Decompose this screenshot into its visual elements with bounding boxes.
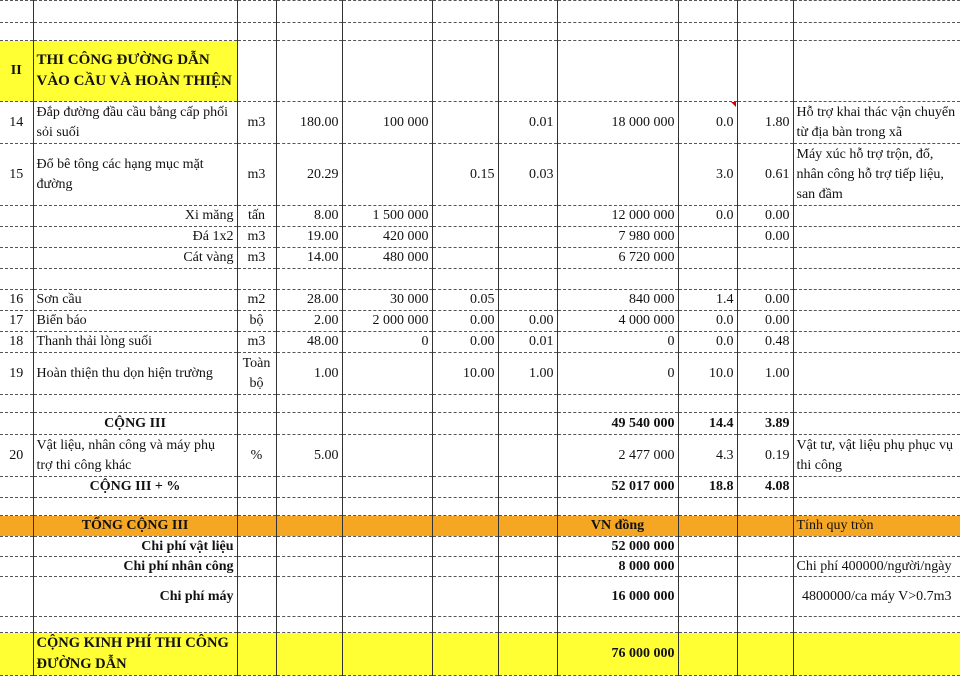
item-name: Hoàn thiện thu dọn hiện trường: [33, 353, 237, 395]
unit-cell: m3: [237, 227, 276, 248]
machine-shift-cell: 0.00: [737, 227, 793, 248]
machine-cell: 0.01: [498, 332, 557, 353]
quantity-cell: 2.00: [276, 311, 342, 332]
item-name: Sơn cầu: [33, 290, 237, 311]
machine-shift-cell: 0.61: [737, 144, 793, 206]
labor-cell: 0.15: [432, 144, 498, 206]
table-row: [0, 498, 960, 516]
subtotal-amount: 49 540 000: [557, 413, 678, 435]
subtotal-machine-shift: 4.08: [737, 477, 793, 498]
table-row: [0, 23, 960, 41]
unit-price-cell: 30 000: [342, 290, 432, 311]
table-row: [0, 269, 960, 290]
machine-shift-cell: 0.48: [737, 332, 793, 353]
unit-cell: tấn: [237, 206, 276, 227]
grand-total-row: [0, 633, 960, 676]
row-number: 18: [0, 332, 33, 353]
table-row: [0, 332, 960, 353]
table-row: [0, 102, 960, 144]
material-name: Đá 1x2: [33, 227, 237, 248]
amount-cell: 18 000 000: [557, 102, 678, 144]
amount-cell: 2 477 000: [557, 435, 678, 477]
total-label: TỔNG CỘNG III: [33, 516, 237, 537]
machine-shift-cell: 1.80: [737, 102, 793, 144]
labor-cell: 0.00: [432, 311, 498, 332]
note-cell: Máy xúc hỗ trợ trộn, đổ, nhân công hỗ trợ tiếp liệu, san đầm: [793, 144, 960, 206]
labor-days-cell: 0.0: [678, 102, 737, 144]
item-name: Đắp đường đầu cầu bằng cấp phối sỏi suối: [33, 102, 237, 144]
subtotal-machine-shift: 3.89: [737, 413, 793, 435]
rounding-note: Tính quy tròn: [793, 516, 960, 537]
subtotal-label: CỘNG III + %: [33, 477, 237, 498]
subtotal-row: [0, 477, 960, 498]
table-row: [0, 206, 960, 227]
note-cell: Hỗ trợ khai thác vận chuyển từ địa bàn trong xã: [793, 102, 960, 144]
table-row: [0, 353, 960, 395]
table-row: [0, 144, 960, 206]
table-row: [0, 395, 960, 413]
subtotal-labor-days: 18.8: [678, 477, 737, 498]
unit-cell: %: [237, 435, 276, 477]
machine-shift-cell: 0.19: [737, 435, 793, 477]
item-name: Thanh thải lòng suối: [33, 332, 237, 353]
section-title: THI CÔNG ĐƯỜNG DẪN VÀO CẦU VÀ HOÀN THIỆN: [33, 41, 237, 102]
subtotal-amount: 52 017 000: [557, 477, 678, 498]
machine-cost-amount: 16 000 000: [557, 577, 678, 617]
section-header-row: [0, 41, 960, 102]
labor-days-cell: 4.3: [678, 435, 737, 477]
table-row: [0, 248, 960, 269]
labor-cell: [432, 102, 498, 144]
row-number: 16: [0, 290, 33, 311]
machine-cost-note: 4800000/ca máy V>0.7m3: [793, 577, 960, 617]
unit-cell: m3: [237, 102, 276, 144]
cost-row: [0, 577, 960, 617]
labor-days-cell: 0.0: [678, 311, 737, 332]
labor-cost-amount: 8 000 000: [557, 557, 678, 577]
machine-cell: 0.01: [498, 102, 557, 144]
item-name: Đổ bê tông các hạng mục mặt đường: [33, 144, 237, 206]
amount-cell: 0: [557, 332, 678, 353]
row-number: 20: [0, 435, 33, 477]
unit-price-cell: 480 000: [342, 248, 432, 269]
cost-row: [0, 557, 960, 577]
material-cost-amount: 52 000 000: [557, 537, 678, 557]
unit-cell: m2: [237, 290, 276, 311]
section-number: II: [0, 41, 33, 102]
unit-price-cell: 420 000: [342, 227, 432, 248]
total-header-row: [0, 516, 960, 537]
material-cost-label: Chi phí vật liệu: [33, 537, 237, 557]
material-name: Xi măng: [33, 206, 237, 227]
labor-cell: 0.00: [432, 332, 498, 353]
machine-cost-label: Chi phí máy: [33, 577, 237, 617]
unit-cell: m3: [237, 248, 276, 269]
grand-total-amount: 76 000 000: [557, 633, 678, 676]
quantity-cell: 5.00: [276, 435, 342, 477]
labor-days-cell: 0.0: [678, 332, 737, 353]
subtotal-label: CỘNG III: [33, 413, 237, 435]
cost-row: [0, 537, 960, 557]
row-number: 15: [0, 144, 33, 206]
quantity-cell: 14.00: [276, 248, 342, 269]
amount-cell: 4 000 000: [557, 311, 678, 332]
machine-shift-cell: 0.00: [737, 206, 793, 227]
amount-cell: 840 000: [557, 290, 678, 311]
table-row: [0, 1, 960, 23]
unit-price-cell: 0: [342, 332, 432, 353]
unit-price-cell: 2 000 000: [342, 311, 432, 332]
labor-days-cell: 1.4: [678, 290, 737, 311]
table-row: [0, 617, 960, 633]
machine-shift-cell: 0.00: [737, 311, 793, 332]
quantity-cell: 180.00: [276, 102, 342, 144]
table-row: [0, 227, 960, 248]
labor-cost-note: Chi phí 400000/người/ngày: [793, 557, 960, 577]
labor-days-cell: 3.0: [678, 144, 737, 206]
subtotal-labor-days: 14.4: [678, 413, 737, 435]
quantity-cell: 48.00: [276, 332, 342, 353]
labor-cell: 0.05: [432, 290, 498, 311]
table-row: [0, 290, 960, 311]
unit-cell: m3: [237, 144, 276, 206]
labor-cost-label: Chi phí nhân công: [33, 557, 237, 577]
amount-cell: 7 980 000: [557, 227, 678, 248]
note-cell: Vật tư, vật liệu phụ phục vụ thi công: [793, 435, 960, 477]
row-number: 14: [0, 102, 33, 144]
unit-price-cell: 100 000: [342, 102, 432, 144]
row-number: 17: [0, 311, 33, 332]
machine-cell: 0.00: [498, 311, 557, 332]
machine-cell: 0.03: [498, 144, 557, 206]
labor-days-cell: 10.0: [678, 353, 737, 395]
quantity-cell: 19.00: [276, 227, 342, 248]
amount-cell: 12 000 000: [557, 206, 678, 227]
quantity-cell: 8.00: [276, 206, 342, 227]
material-name: Cát vàng: [33, 248, 237, 269]
unit-cell: bộ: [237, 311, 276, 332]
unit-cell: m3: [237, 332, 276, 353]
item-name: Biển báo: [33, 311, 237, 332]
table-row: [0, 435, 960, 477]
currency-label: VN đồng: [557, 516, 678, 537]
machine-shift-cell: 1.00: [737, 353, 793, 395]
labor-cell: 10.00: [432, 353, 498, 395]
table-row: [0, 311, 960, 332]
quantity-cell: 28.00: [276, 290, 342, 311]
machine-shift-cell: 0.00: [737, 290, 793, 311]
item-name: Vật liệu, nhân công và máy phụ trợ thi công khác: [33, 435, 237, 477]
quantity-cell: 1.00: [276, 353, 342, 395]
grand-total-label: CỘNG KINH PHÍ THI CÔNG ĐƯỜNG DẪN: [33, 633, 237, 676]
subtotal-row: [0, 413, 960, 435]
row-number: 19: [0, 353, 33, 395]
machine-cell: 1.00: [498, 353, 557, 395]
unit-cell: Toàn bộ: [237, 353, 276, 395]
amount-cell: 0: [557, 353, 678, 395]
amount-cell: 6 720 000: [557, 248, 678, 269]
unit-price-cell: 1 500 000: [342, 206, 432, 227]
labor-days-cell: 0.0: [678, 206, 737, 227]
quantity-cell: 20.29: [276, 144, 342, 206]
